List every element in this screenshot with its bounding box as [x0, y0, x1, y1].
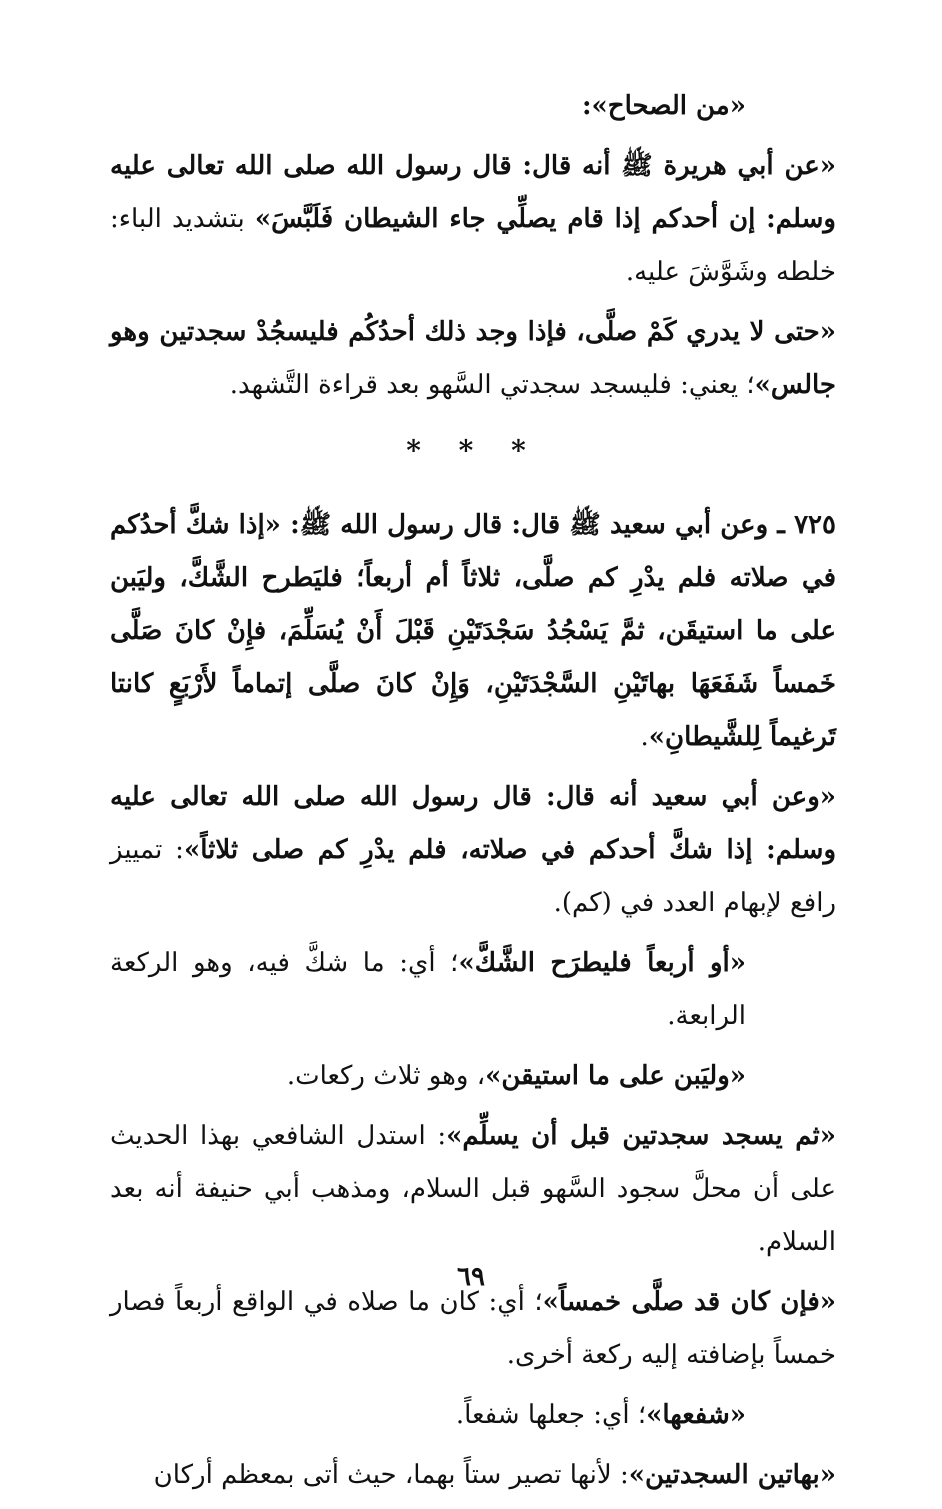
hadith-end: .: [640, 722, 649, 752]
commentary-quote: «وليَبن على ما استيقن»: [485, 1061, 746, 1091]
section-heading-text: «من الصحاح»:: [581, 91, 746, 121]
page-number: ٦٩: [457, 1262, 485, 1292]
commentary-item-6: [110, 1389, 836, 1442]
commentary-text: ؛ أي: جعلها شفعاً.: [455, 1400, 647, 1430]
commentary-quote: «فإن كان قد صلَّى خمساً»: [542, 1287, 836, 1317]
commentary-text: ؛ أي: كان ما صلاه في الواقع أربعاً فصار خمساً بإضافته إليه ركعة أخرى.: [110, 1287, 836, 1370]
commentary-text: : لأنها تصير ستاً بهما، حيث أتى بمعظم أركان: [153, 1460, 629, 1490]
commentary-item-2: [110, 937, 836, 1043]
commentary-text: ؛ يعني: فليسجد سجدتي السَّهو بعد قراءة التَّشهد.: [229, 370, 755, 400]
hadith-quote: «عن أبي هريرة ﷺ أنه قال: قال رسول الله صلى الله تعالى عليه وسلم: إن أحدكم إذا قام يصلِّي جاء الشيطان فَلَبَّسَ»: [110, 151, 836, 234]
commentary-quote: «بهاتين السجدتين»: [628, 1460, 836, 1490]
commentary-text: : تمييز رافع لإبهام العدد في (كم).: [110, 835, 836, 918]
hadith-725: [110, 499, 836, 764]
commentary-quote: «ثم يسجد سجدتين قبل أن يسلِّم»: [446, 1121, 836, 1151]
commentary-quote: «شفعها»: [646, 1400, 746, 1430]
commentary-text: بتشديد الباء: خلطه وشَوَّشَ عليه.: [110, 204, 836, 287]
commentary-text: : استدل الشافعي بهذا الحديث على أن محلَّ سجود السَّهو قبل السلام، ومذهب أبي حنيفة أنه بعد السلام.: [110, 1121, 836, 1257]
commentary-item-3: [110, 1050, 836, 1103]
commentary-item-7: [110, 1449, 836, 1502]
hadith-text: «إذا شكَّ أحدُكم في صلاته فلم يدْرِ كم صلَّى، ثلاثاً أم أربعاً؛ فليَطرح الشَّكَّ، وليَبن على ما استيقَن، ثمَّ يَسْجُدُ سَجْدَتَيْنِ قَبْلَ أَنْ يُسَلِّمَ، فإِنْ كانَ صَلَّى خَمساً شَفَعَهَا بهاتَيْنِ السَّجْدَتَيْنِ، وَإِنْ كانَ صلَّى إتماماً لأَرْبَعٍ كانتا تَرغيماً لِلشَّيطانِ»: [110, 510, 836, 752]
commentary-quote: «وعن أبي سعيد أنه قال: قال رسول الله صلى الله تعالى عليه وسلم: إذا شكَّ أحدكم في صلاته، فلم يدْرِ كم صلى ثلاثاً»: [110, 782, 836, 865]
commentary-text: ، وهو ثلاث ركعات.: [286, 1061, 486, 1091]
commentary-paragraph-2: [110, 306, 836, 412]
section-separator: * * *: [406, 434, 540, 467]
hadith-quote: «حتى لا يدري كَمْ صلَّى، فإذا وجد ذلك أحدُكُم فليسجُدْ سجدتين وهو جالس»: [110, 317, 836, 400]
section-heading: [110, 80, 836, 133]
commentary-text: ؛ أي: ما شكَّ فيه، وهو الركعة الرابعة.: [110, 948, 746, 1031]
commentary-item-4: [110, 1110, 836, 1269]
commentary-item-1: [110, 771, 836, 930]
page-body: [110, 80, 836, 1509]
hadith-intro: ٧٢٥ ـ وعن أبي سعيد ﷺ قال: قال رسول الله ﷺ:: [280, 510, 836, 540]
commentary-paragraph-1: [110, 140, 836, 299]
commentary-quote: «أو أربعاً فليطرَح الشَّكَّ»: [458, 948, 746, 978]
